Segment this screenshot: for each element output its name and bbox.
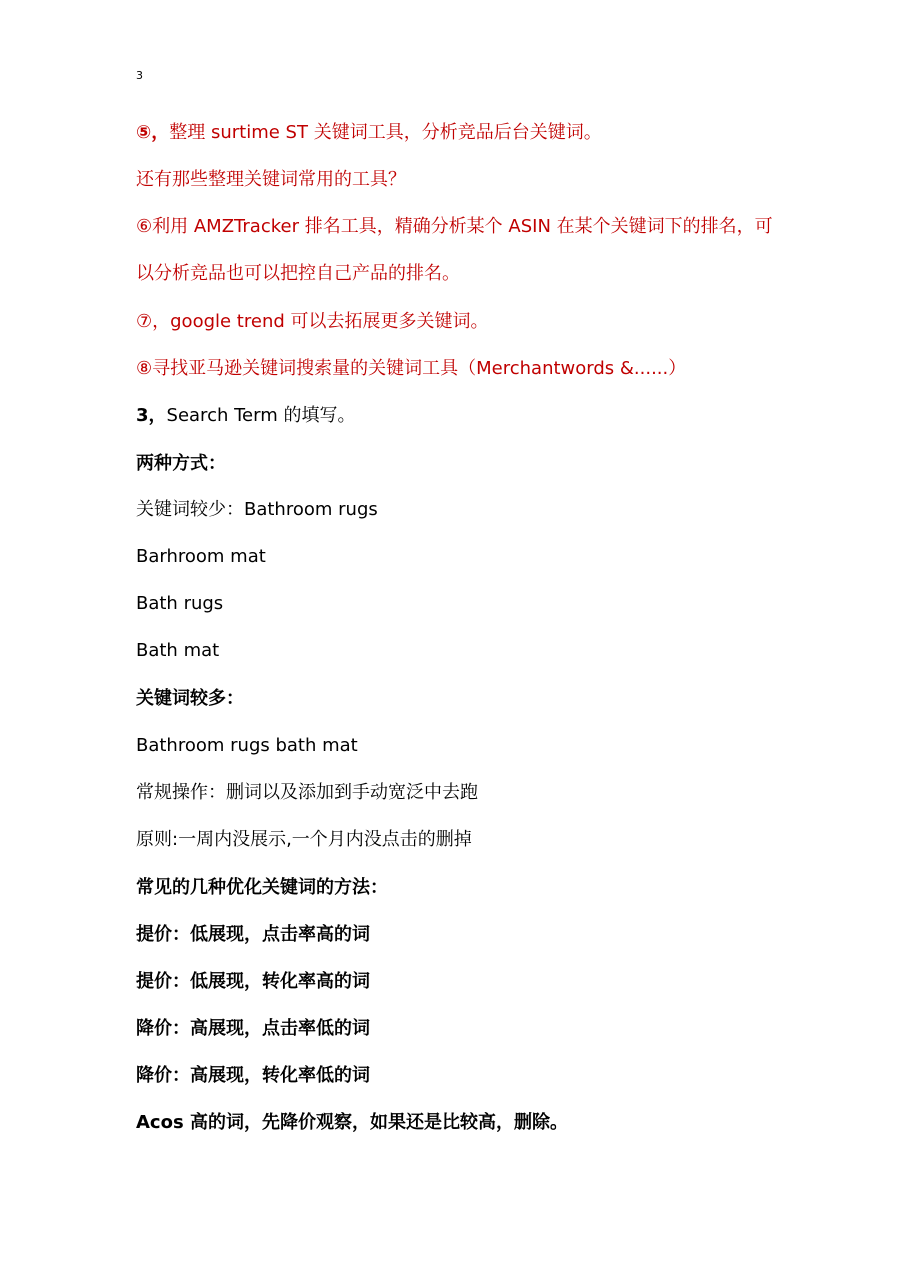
tip-line-6a: ⑥利用 AMZTracker 排名工具，精确分析某个 ASIN 在某个关键词下的排名，可 (136, 216, 773, 237)
principle-line: 原则:一周内没展示,一个月内没点击的删掉 (136, 829, 472, 850)
method-lower-bid-cvr: 降价：高展现，转化率低的词 (136, 1065, 370, 1086)
many-keywords-heading: 关键词较多： (136, 688, 244, 709)
keyword-barhroom-mat: Barhroom mat (136, 546, 266, 567)
section-title: Search Term 的填写。 (166, 405, 356, 426)
tip-line-8: ⑧寻找亚马逊关键词搜索量的关键词工具（Merchantwords &......） (136, 358, 687, 379)
method-raise-bid-ctr: 提价：低展现，点击率高的词 (136, 924, 370, 945)
tools-question: 还有那些整理关键词常用的工具？ (136, 169, 406, 190)
tip-5-text: 整理 surtime ST 关键词工具，分析竞品后台关键词。 (169, 122, 602, 143)
many-keywords-example: Bathroom rugs bath mat (136, 735, 358, 756)
tip-line-5 (136, 121, 602, 145)
keyword-bath-mat: Bath mat (136, 640, 220, 661)
tip-line-7: ⑦，google trend 可以去拓展更多关键词。 (136, 311, 489, 332)
tip-5-marker: ⑤， (136, 122, 170, 143)
acos-rule-line: Acos 高的词，先降价观察，如果还是比较高，删除。 (136, 1112, 568, 1133)
optimization-methods-heading: 常见的几种优化关键词的方法： (136, 877, 388, 898)
few-keywords-line: 关键词较少：Bathroom rugs (136, 499, 378, 520)
section-number: 3， (136, 405, 167, 426)
method-raise-bid-cvr: 提价：低展现，转化率高的词 (136, 971, 370, 992)
method-lower-bid-ctr: 降价：高展现，点击率低的词 (136, 1018, 370, 1039)
page-number: 3 (136, 69, 143, 82)
tip-line-6b: 以分析竞品也可以把控自己产品的排名。 (136, 263, 460, 284)
section-heading-search-term (136, 404, 355, 428)
keyword-bath-rugs: Bath rugs (136, 593, 224, 614)
two-methods-heading: 两种方式： (136, 453, 226, 474)
routine-operation-line: 常规操作：删词以及添加到手动宽泛中去跑 (136, 782, 478, 803)
